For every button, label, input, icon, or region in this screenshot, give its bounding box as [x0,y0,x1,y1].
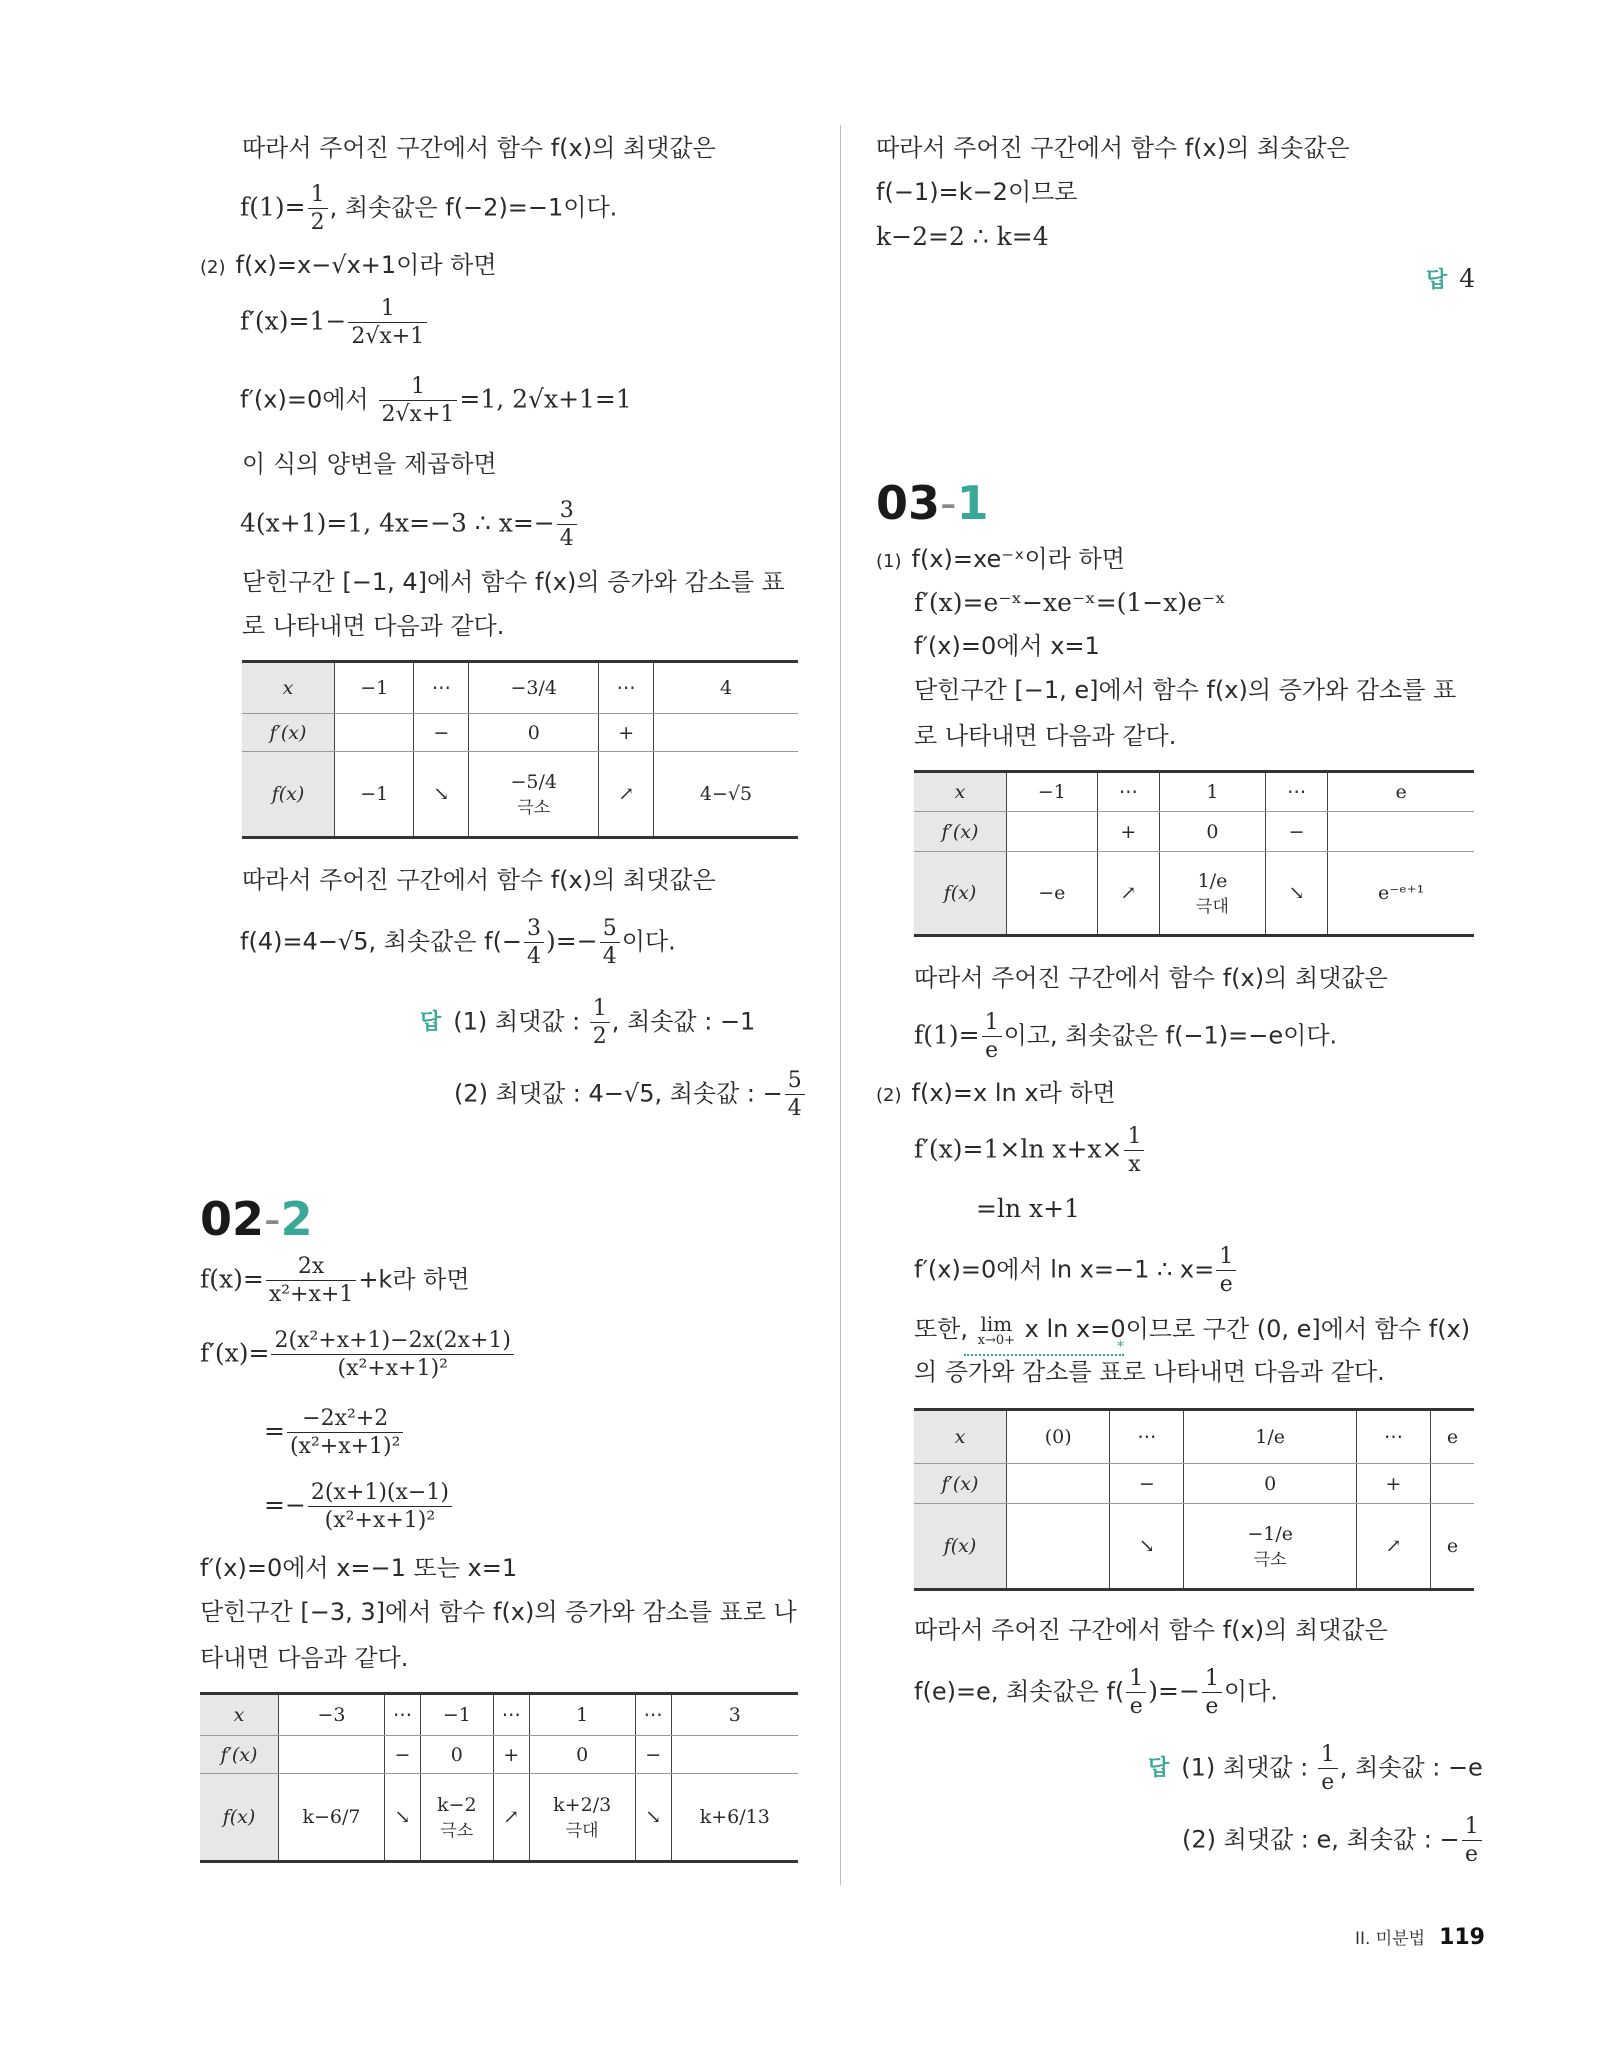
denominator: e [1219,1272,1233,1298]
table-cell: k−6/7 [279,1774,385,1862]
math-line [914,1010,1337,1064]
fraction [785,1068,805,1122]
denominator: (x²+x+1)² [289,1434,401,1460]
denominator: 2 [592,1024,607,1050]
math-line [240,296,429,350]
problem-number: (1) [876,551,902,572]
answer-line [1426,266,1475,292]
table-cell [1430,1464,1474,1504]
table-cell: + [493,1736,529,1774]
fraction [1462,1814,1482,1868]
text-line: 따라서 주어진 구간에서 함수 f(x)의 최댓값은 [914,1616,1388,1644]
denominator: e [1129,1694,1143,1720]
denominator: 2√x+1 [351,324,425,350]
text-line: 따라서 주어진 구간에서 함수 f(x)의 최댓값은 [242,866,716,894]
math-part: f(4)=4−√5, 최솟값은 f(− [240,927,523,956]
increase-arrow: ↗ [1356,1504,1430,1590]
denominator: e [1321,1770,1335,1796]
fraction [600,916,620,970]
math-part: f′(x)= [200,1338,270,1368]
text-line: f′(x)=0에서 x=1 [914,632,1100,660]
math-line: f′(x)=e⁻ˣ−xe⁻ˣ=(1−x)e⁻ˣ [914,588,1226,617]
numerator: 2x [266,1254,357,1281]
math-part: f(x)= [200,1264,264,1294]
problem-1-line [876,546,1125,571]
table-cell: (0) [1007,1410,1110,1464]
math-part: 4(x+1)=1, 4x=−3 ∴ x=− [240,508,555,538]
table-cell: 3 [671,1694,798,1736]
table-cell: k+6/13 [671,1774,798,1862]
table-cell [1328,812,1474,852]
text-line: f′(x)=0에서 x=−1 또는 x=1 [200,1554,518,1582]
denominator: x²+x+1 [268,1282,354,1308]
table-cell: −e [1007,852,1098,936]
math-part: )=− [546,926,598,956]
math-line [914,1666,1278,1720]
math-part: =− [264,1490,306,1520]
column-divider [840,125,841,1885]
table-cell: 0 [420,1736,493,1774]
section-heading-03-1 [876,476,989,530]
answer-line [1148,1742,1483,1796]
table-cell [1007,812,1098,852]
table-row [242,752,798,838]
numerator: 1 [1318,1742,1338,1769]
section-heading-02-2 [200,1192,313,1246]
table-cell: 0 [469,714,599,752]
table-cell: ⋯ [493,1694,529,1736]
fraction [308,182,328,236]
math-line [200,1254,470,1308]
math-part: f′(x)=0에서 [240,385,369,414]
fraction [287,1406,403,1460]
table-cell: 0 [1160,812,1266,852]
decrease-arrow: ↘ [635,1774,671,1862]
text-line: 닫힌구간 [−1, 4]에서 함수 f(x)의 증가와 감소를 표 [242,568,785,596]
table-cell: − [1265,812,1327,852]
math-part: 이다. [1223,1677,1278,1706]
fraction [982,1010,1002,1064]
fraction [1126,1666,1146,1720]
chapter-label: II. 미분법 [1354,1929,1426,1949]
math-line [200,1328,516,1382]
fraction [524,916,544,970]
section-dash: - [940,476,957,530]
answer-line [454,1068,807,1122]
numerator: 1 [348,296,427,323]
table-cell: − [635,1736,671,1774]
table-cell [1007,1504,1110,1590]
table-row [200,1774,798,1862]
text-line: 로 나타내면 다음과 같다. [914,722,1177,750]
text-line: 의 증가와 감소를 표로 나타내면 다음과 같다. [914,1358,1385,1386]
math-line [914,1124,1146,1178]
math-line [264,1480,454,1534]
math-line [240,498,579,552]
problem-number: (2) [200,257,226,278]
numerator: 1 [1124,1124,1144,1151]
numerator: −2x²+2 [287,1406,403,1433]
text-line: 따라서 주어진 구간에서 함수 f(x)의 최댓값은 [242,134,716,162]
section-dash: - [264,1192,281,1246]
math-part: x ln x=0이므로 구간 (0, e]에서 함수 f(x) [1017,1315,1471,1343]
table-cell: e [1328,772,1474,812]
table-cell: ⋯ [385,1694,421,1736]
fraction [1318,1742,1338,1796]
table-cell: f(x) [242,752,335,838]
table-cell: −1 [335,662,414,714]
text-line: 로 나타내면 다음과 같다. [242,612,505,640]
limit-word: lim [980,1312,1013,1336]
numerator: 1 [379,374,458,401]
increase-arrow: ↗ [599,752,654,838]
fraction [271,1328,514,1382]
table-cell: 1 [1160,772,1266,812]
answer-text: (2) 최댓값 : 4−√5, 최솟값 : − [454,1079,783,1108]
table-cell: ⋯ [1097,772,1159,812]
answer-tag: 답 [1148,1756,1170,1782]
table-cell [671,1736,798,1774]
math-part: =1, 2√x+1=1 [459,384,632,414]
variation-table-1 [242,660,798,839]
math-line [914,1244,1238,1298]
answer-text: , 최솟값 : −e [1339,1753,1483,1782]
numerator: 1 [1462,1814,1482,1841]
problem-2-line [876,1080,1116,1105]
table-row [914,812,1474,852]
decrease-arrow: ↘ [414,752,469,838]
numerator: 3 [524,916,544,943]
decrease-arrow: ↘ [385,1774,421,1862]
table-cell: −3 [279,1694,385,1736]
math-part: f(1)= [914,1020,980,1050]
math-part: f′(x)=0에서 ln x=−1 ∴ x= [914,1255,1215,1284]
cell-value: −5/4 [510,770,557,793]
section-number: 02 [200,1192,265,1246]
text-line: 타내면 다음과 같다. [200,1644,409,1672]
table-cell: f′(x) [200,1736,279,1774]
numerator: 2(x+1)(x−1) [308,1480,452,1507]
fraction [1124,1124,1144,1178]
fraction [379,374,458,428]
table-cell: 4 [654,662,798,714]
fraction [1216,1244,1236,1298]
answer-text: , 최솟값 : −1 [611,1007,756,1036]
extremum-note: 극소 [440,1820,474,1841]
table-row [242,662,798,714]
extremum-note: 극소 [517,797,551,818]
increase-arrow: ↗ [1097,852,1159,936]
table-cell: ⋯ [599,662,654,714]
table-cell: 1/e [1184,1410,1357,1464]
table-cell: − [1110,1464,1184,1504]
variation-table-4 [914,1408,1474,1591]
table-cell: −1 [335,752,414,838]
text-line: f(−1)=k−2이므로 [876,178,1078,206]
cell-value: −1/e [1247,1522,1293,1545]
text-line: 따라서 주어진 구간에서 함수 f(x)의 최솟값은 [876,134,1350,162]
table-cell: −1 [420,1694,493,1736]
table-cell: ⋯ [1265,772,1327,812]
table-cell: 0 [1184,1464,1357,1504]
math-part: , 최솟값은 f(−2)=−1이다. [329,193,618,222]
table-cell: f′(x) [242,714,335,752]
fraction [557,498,577,552]
table-cell [1160,852,1266,936]
answer-text: (2) 최댓값 : e, 최솟값 : − [1182,1825,1460,1854]
table-cell: 1 [529,1694,635,1736]
denominator: e [1205,1694,1219,1720]
table-cell: ⋯ [1110,1410,1184,1464]
table-cell: f′(x) [914,1464,1007,1504]
table-row [914,772,1474,812]
math-part: f(1)= [240,192,306,222]
problem-text: f(x)=xe⁻ˣ이라 하면 [911,545,1125,573]
variation-table-2 [200,1692,798,1863]
denominator: 4 [559,526,574,552]
math-line [240,916,676,970]
cell-value: k−2 [437,1793,477,1816]
problem-2-line [200,252,497,277]
denominator: e [1465,1842,1479,1868]
table-cell: 4−√5 [654,752,798,838]
fraction [348,296,427,350]
table-cell: + [1097,812,1159,852]
table-row [200,1694,798,1736]
table-cell [1184,1504,1357,1590]
fraction [308,1480,452,1534]
text-line: 이 식의 양변을 제곱하면 [242,450,497,478]
math-part: = [264,1416,285,1446]
table-cell: e [1430,1410,1474,1464]
denominator: 4 [602,944,617,970]
answer-text: (1) 최댓값 : [1181,1753,1316,1782]
table-cell: − [385,1736,421,1774]
math-line [264,1406,405,1460]
math-part: f(e)=e, 최솟값은 f( [914,1677,1125,1706]
answer-text: (1) 최댓값 : [453,1007,588,1036]
limit-subscript: x→0+ [977,1333,1016,1348]
wavy-underline-note: * [964,1340,1124,1356]
table-cell: f(x) [914,852,1007,936]
math-part: f′(x)=1×ln x+x× [914,1134,1123,1164]
section-number: 03 [876,476,941,530]
math-part: )=− [1148,1676,1200,1706]
table-cell: −1 [1007,772,1098,812]
math-part: 이고, 최솟값은 f(−1)=−e이다. [1003,1021,1338,1050]
denominator: (x²+x+1)² [324,1508,436,1534]
extremum-note: 극대 [1196,896,1229,917]
table-cell: − [414,714,469,752]
decrease-arrow: ↘ [1110,1504,1184,1590]
table-cell: + [599,714,654,752]
table-cell: + [1356,1464,1430,1504]
denominator: 2 [310,210,325,236]
answer-tag: 답 [420,1010,442,1036]
answer-value: 4 [1459,264,1476,293]
cell-value: 1/e [1197,869,1228,892]
math-part: 이다. [621,927,676,956]
numerator: 1 [1126,1666,1146,1693]
table-row [242,714,798,752]
text-line: 따라서 주어진 구간에서 함수 f(x)의 최댓값은 [914,964,1388,992]
table-cell [469,752,599,838]
problem-number: (2) [876,1085,902,1106]
table-cell: x [914,1410,1007,1464]
table-cell: ⋯ [414,662,469,714]
numerator: 5 [785,1068,805,1095]
problem-text: f(x)=x ln x라 하면 [911,1079,1116,1107]
numerator: 5 [600,916,620,943]
text-line: 닫힌구간 [−3, 3]에서 함수 f(x)의 증가와 감소를 표로 나 [200,1598,797,1626]
table-cell: −3/4 [469,662,599,714]
numerator: 1 [982,1010,1002,1037]
math-part: +k라 하면 [358,1265,470,1294]
table-cell [1007,1464,1110,1504]
problem-text: f(x)=x−√x+1이라 하면 [235,251,497,279]
table-row [200,1736,798,1774]
table-cell: f′(x) [914,812,1007,852]
section-subnumber: 2 [280,1192,313,1246]
extremum-note: 극대 [565,1820,599,1841]
table-cell: f(x) [200,1774,279,1862]
answer-tag: 답 [1426,268,1448,293]
math-line: =ln x+1 [976,1194,1080,1223]
math-line: k−2=2 ∴ k=4 [876,222,1049,251]
section-subnumber: 1 [956,476,989,530]
answer-line [420,996,755,1050]
increase-arrow: ↗ [493,1774,529,1862]
table-row [914,1410,1474,1464]
table-cell [420,1774,493,1862]
table-cell [335,714,414,752]
denominator: 4 [787,1096,802,1122]
table-cell [529,1774,635,1862]
table-cell: ⋯ [1356,1410,1430,1464]
numerator: 1 [1202,1666,1222,1693]
text-line: 닫힌구간 [−1, e]에서 함수 f(x)의 증가와 감소를 표 [914,676,1457,704]
table-cell: x [200,1694,279,1736]
table-cell: e⁻ᵉ⁺¹ [1328,852,1474,936]
denominator: 4 [527,944,542,970]
numerator: 1 [590,996,610,1023]
numerator: 3 [557,498,577,525]
table-row [914,1464,1474,1504]
table-cell [279,1736,385,1774]
table-cell [654,714,798,752]
math-line [240,182,617,236]
denominator: e [985,1038,999,1064]
numerator: 1 [308,182,328,209]
math-part: f′(x)=1− [240,306,347,336]
cell-value: k+2/3 [553,1793,612,1816]
table-cell: e [1430,1504,1474,1590]
denominator: x [1128,1152,1141,1178]
table-cell: x [242,662,335,714]
denominator: 2√x+1 [381,402,455,428]
decrease-arrow: ↘ [1265,852,1327,936]
table-row [914,1504,1474,1590]
table-cell: 0 [529,1736,635,1774]
numerator: 1 [1216,1244,1236,1271]
math-line [240,374,632,428]
fraction [1202,1666,1222,1720]
fraction [266,1254,357,1308]
fraction [590,996,610,1050]
answer-line [1182,1814,1484,1868]
page-footer [1355,1924,1485,1950]
page-number: 119 [1439,1925,1485,1950]
variation-table-3 [914,770,1474,937]
denominator: (x²+x+1)² [337,1356,448,1382]
numerator: 2(x²+x+1)−2x(2x+1) [271,1328,514,1355]
table-cell: x [914,772,1007,812]
table-cell: ⋯ [635,1694,671,1736]
math-part: 또한, [914,1315,976,1343]
table-cell: f(x) [914,1504,1007,1590]
extremum-note: 극소 [1253,1549,1287,1570]
table-row [914,852,1474,936]
